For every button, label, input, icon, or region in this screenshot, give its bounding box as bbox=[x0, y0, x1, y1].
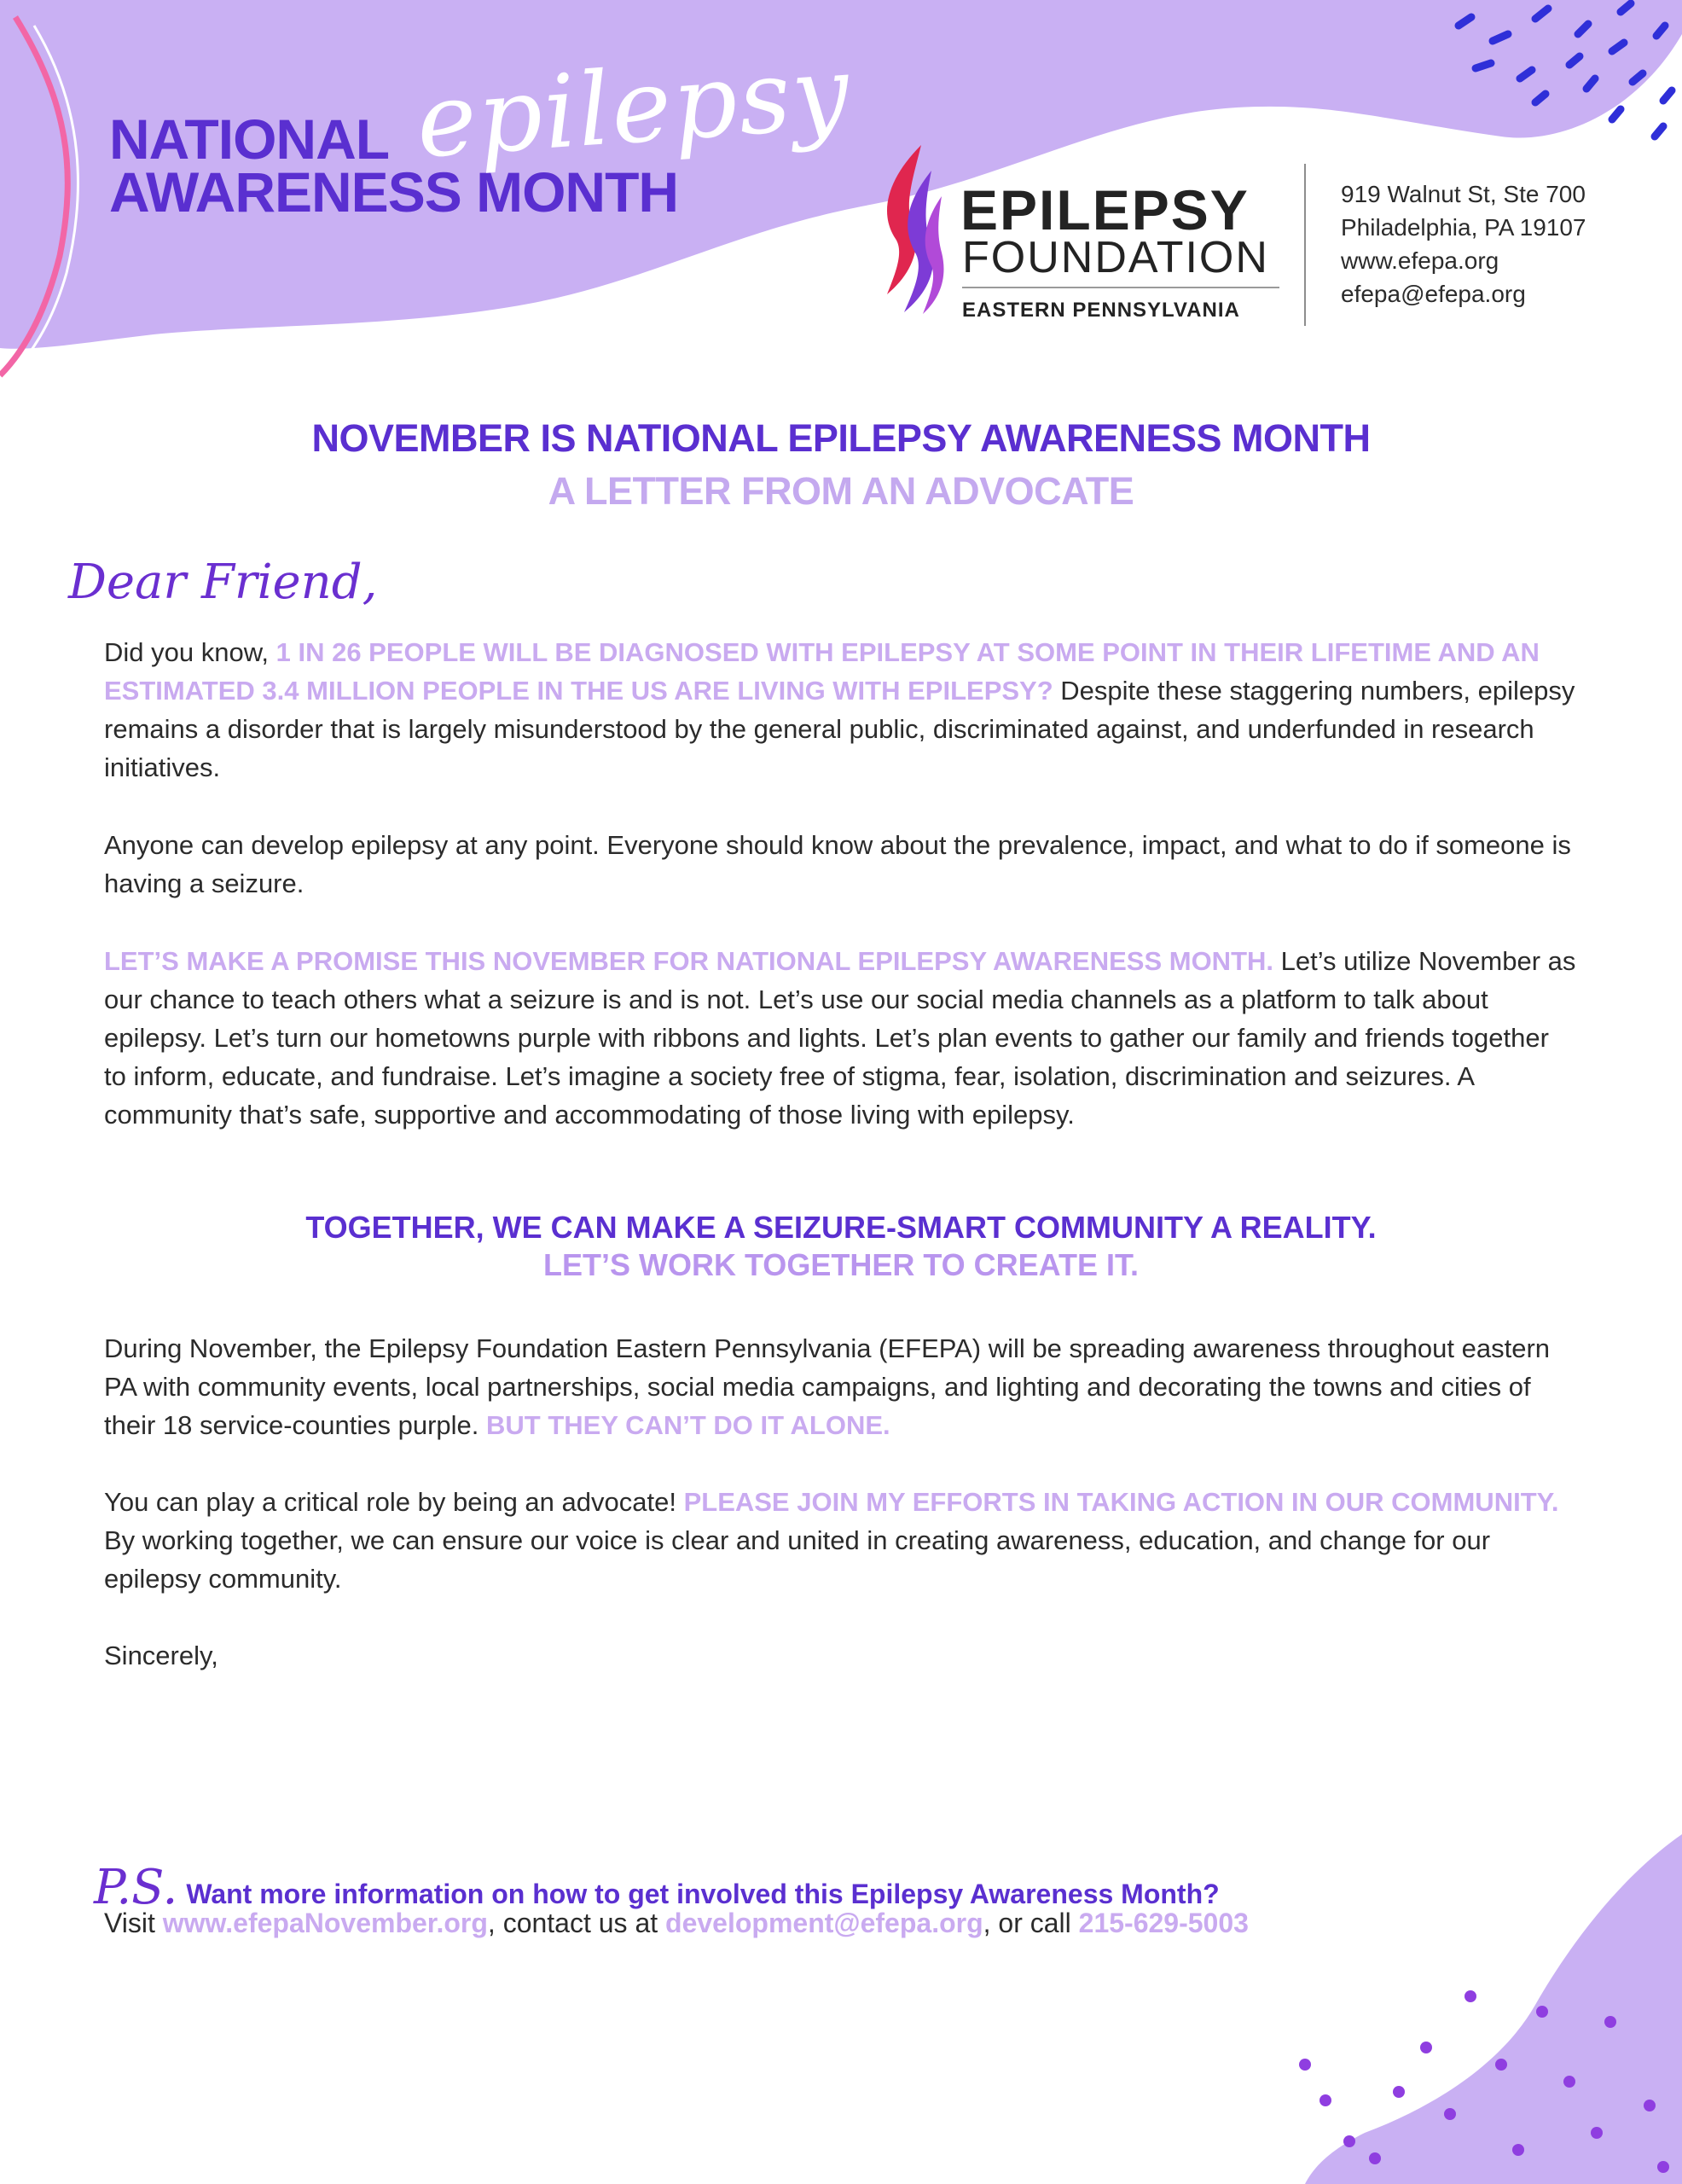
ps-call: , or call bbox=[983, 1908, 1079, 1938]
paragraph-statistics bbox=[104, 633, 1576, 787]
ps-email-link[interactable]: development@efepa.org bbox=[665, 1908, 983, 1938]
paragraph-advocate bbox=[104, 1483, 1576, 1598]
logo-word-epilepsy: EPILEPSY bbox=[960, 178, 1250, 241]
footer-wave bbox=[1305, 1834, 1682, 2184]
p3-rest: Let’s utilize November as our chance to teach others what a seizure is and is not. Let’s use our social media channels as a platform to talk about epilepsy. Let’s turn our hometowns purple with ribbons and lights. Let’s plan events to gather our family and friends together to inform, educate, and fundraise. Let’s imagine a society free of stigma, fear, isolation, discrimination and seizures. A community that’s safe, supportive and accommodating of those living with epilepsy. bbox=[104, 946, 1576, 1130]
p5-rest: By working together, we can ensure our voice is clear and united in creating awareness, education, and change for our epilepsy community. bbox=[104, 1525, 1491, 1594]
closing: Sincerely, bbox=[104, 1641, 218, 1670]
p3-highlight: LET’S MAKE A PROMISE THIS NOVEMBER FOR NATIONAL EPILEPSY AWARENESS MONTH. bbox=[104, 946, 1274, 976]
foundation-logo bbox=[870, 145, 1279, 324]
p4-text: During November, the Epilepsy Foundation Eastern Pennsylvania (EFEPA) will be spreading awareness throughout eastern PA with community events, local partnerships, social media campaigns, and lighting and decorating the towns and cities of their 18 service-counties purple. bbox=[104, 1333, 1551, 1440]
ps-contact: , contact us at bbox=[487, 1908, 666, 1938]
address-street: 919 Walnut St, Ste 700 bbox=[1341, 181, 1586, 207]
p5-lead: You can play a critical role by being an advocate! bbox=[104, 1487, 684, 1517]
header-script-word: epilepsy bbox=[412, 32, 855, 181]
salutation: Dear Friend, bbox=[68, 555, 378, 610]
address-website[interactable]: www.efepa.org bbox=[1341, 247, 1499, 274]
paragraph-anyone: Anyone can develop epilepsy at any point. Everyone should know about the prevalence, impact, and what to do if someone is having a seizure. bbox=[104, 830, 1571, 898]
address-divider bbox=[1304, 164, 1306, 326]
address-email[interactable]: efepa@efepa.org bbox=[1341, 281, 1526, 307]
address-block bbox=[1341, 177, 1586, 311]
main-heading: NOVEMBER IS NATIONAL EPILEPSY AWARENESS MONTH bbox=[311, 416, 1371, 460]
flame-icon bbox=[870, 145, 947, 316]
logo-divider bbox=[962, 287, 1279, 288]
p1-lead: Did you know, bbox=[104, 637, 276, 667]
p1-rest: Despite these staggering numbers, epilepsy remains a disorder that is largely misunderstood by the general public, discriminated against, and underfunded in research initiatives. bbox=[104, 676, 1575, 782]
ps-question: Want more information on how to get involved this Epilepsy Awareness Month? bbox=[186, 1879, 1220, 1909]
header-title-line2: AWARENESS MONTH bbox=[109, 160, 679, 224]
ps-mark: P.S. bbox=[94, 1860, 178, 1915]
header-title-line1: NATIONAL bbox=[109, 107, 390, 171]
p4-highlight: BUT THEY CAN’T DO IT ALONE. bbox=[486, 1410, 890, 1440]
together-line1: TOGETHER, WE CAN MAKE A SEIZURE-SMART COMMUNITY A REALITY. bbox=[305, 1210, 1377, 1245]
paragraph-promise bbox=[104, 942, 1576, 1134]
logo-subtitle: EASTERN PENNSYLVANIA bbox=[962, 299, 1240, 322]
logo-word-foundation: FOUNDATION bbox=[962, 233, 1269, 282]
sub-heading: A LETTER FROM AN ADVOCATE bbox=[548, 469, 1134, 513]
ps-contact-line bbox=[104, 1908, 1249, 1939]
ps-phone-link[interactable]: 215-629-5003 bbox=[1078, 1908, 1249, 1938]
address-city: Philadelphia, PA 19107 bbox=[1341, 214, 1586, 241]
ps-website-link[interactable]: www.efepaNovember.org bbox=[162, 1908, 488, 1938]
p5-highlight: PLEASE JOIN MY EFFORTS IN TAKING ACTION IN OUR COMMUNITY. bbox=[683, 1487, 1559, 1517]
p1-highlight: 1 IN 26 PEOPLE WILL BE DIAGNOSED WITH EPILEPSY AT SOME POINT IN THEIR LIFETIME AND AN ESTIMATED 3.4 MILLION PEOPLE IN THE US ARE LIVING WITH EPILEPSY? bbox=[104, 637, 1540, 706]
together-line2: LET’S WORK TOGETHER TO CREATE IT. bbox=[542, 1247, 1140, 1282]
ps-visit: Visit bbox=[104, 1908, 163, 1938]
paragraph-november bbox=[104, 1329, 1576, 1444]
